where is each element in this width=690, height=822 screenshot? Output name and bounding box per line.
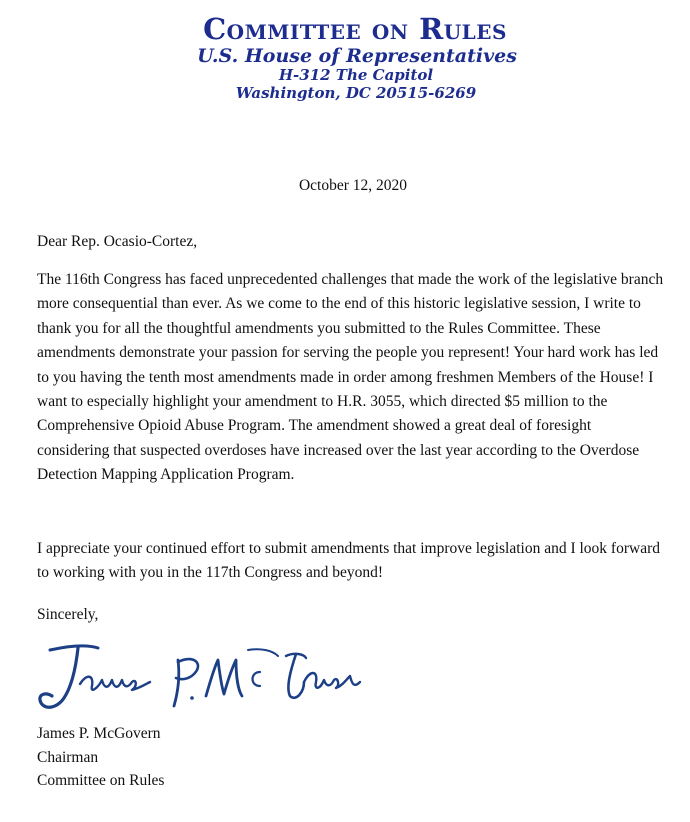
salutation: Dear Rep. Ocasio-Cortez, bbox=[37, 233, 198, 250]
signer-title: Chairman bbox=[37, 748, 99, 766]
letterhead-subtitle: U.S. House of Representatives bbox=[197, 45, 517, 67]
letter-date: October 12, 2020 bbox=[298, 177, 408, 194]
signer-organization: Committee on Rules bbox=[37, 772, 165, 789]
body-paragraph-1: The 116th Congress has faced unprecedented challenges that made the work of the legislative branch more consequential than ever. As we come to the end of this historic legislative session, I write to thank you for all the thoughtful amendments you submitted to the Rules Committee. These amendments demonstrate your passion for serving the people you represent! Your hard work has led to you having the tenth most amendments made in order among freshmen Members of the House! I want to especially highlight your amendment to H.R. 3055, which directed $5 million to the Comprehensive Opioid Abuse Program. The amendment showed a great deal of foresight considering that suspected overdoses have increased over the last year according to the Overdose Detection Mapping Application Program. bbox=[37, 271, 664, 484]
signer-name: James P. McGovern bbox=[37, 725, 161, 742]
letterhead-title: Committee on Rules bbox=[203, 12, 507, 46]
body-paragraph-2: I appreciate your continued effort to submit amendments that improve legislation and I look forward to working with you in the 117th Congress and beyond! bbox=[37, 540, 660, 582]
letterhead-city: Washington, DC 20515-6269 bbox=[235, 84, 477, 102]
handwritten-signature bbox=[28, 636, 368, 718]
letterhead-office: H-312 The Capitol bbox=[278, 66, 434, 84]
letterhead bbox=[0, 12, 690, 102]
signature-block bbox=[37, 722, 164, 793]
closing: Sincerely, bbox=[37, 606, 99, 623]
